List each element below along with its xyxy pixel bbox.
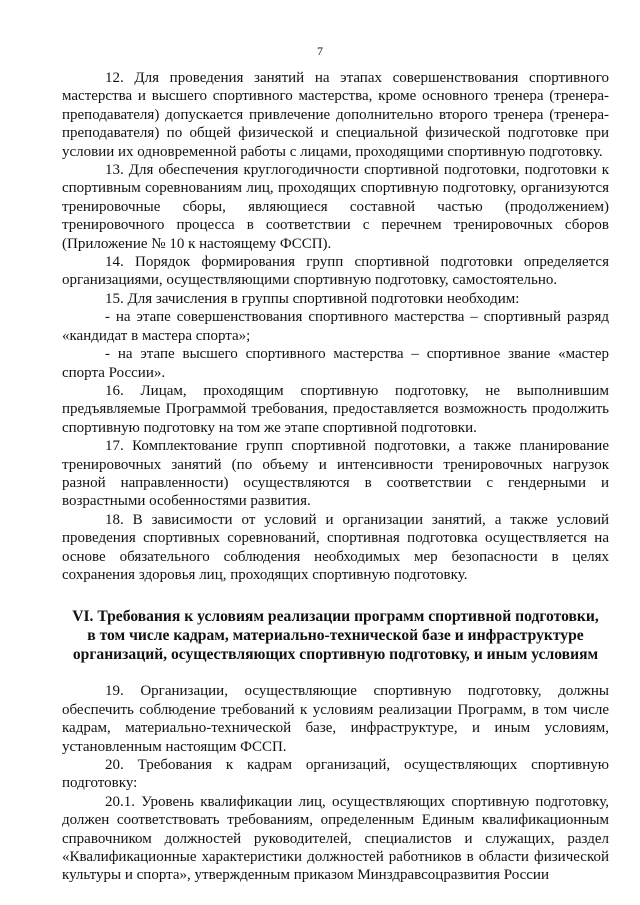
section-heading [62,607,609,664]
paragraph-13: 13. Для обеспечения круглогодичности спортивной подготовки, подготовки к спортивным соревнованиям лиц, проходящих спортивную подготовку, организуются тренировочные сборы, являющиеся составной частью (продолжением) тренировочного процесса в соответствии с перечнем тренировочных сборов (Приложение № 10 к настоящему ФССП). [62,162,609,252]
paragraph-16: 16. Лицам, проходящим спортивную подготовку, не выполнившим предъявляемые Программой требования, предоставляется возможность продолжить спортивную подготовку на том же этапе спортивной подготовки. [62,382,609,436]
paragraph-20-1: 20.1. Уровень квалификации лиц, осуществляющих спортивную подготовку, должен соответствовать требованиям, определенным Единым квалификационным справочником должностей руководителей, специалистов и служащих, раздел «Квалификационные характеристики должностей работников в области физической культуры и спорта», утвержденным приказом Минздравсоцразвития России [62,793,609,884]
paragraph-17: 17. Комплектование групп спортивной подготовки, а также планирование тренировочных занятий (по объему и интенсивности тренировочных нагрузок разной направленности) осуществляются в соответствии с гендерными и возрастными особенностями развития. [62,438,609,510]
page-number: 7 [317,44,323,58]
paragraph-19: 19. Организации, осуществляющие спортивную подготовку, должны обеспечить соблюдение требований к условиям реализации Программ, в том числе кадрам, материально-технической базе, инфраструктуре, и иным условиям, установленным настоящим ФССП. [62,683,609,755]
list-item-cms: - на этапе совершенствования спортивного мастерства – спортивный разряд «кандидат в мастера спорта»; [62,309,609,344]
page-content [62,69,609,885]
paragraph-14: 14. Порядок формирования групп спортивной подготовки определяется организациями, осуществляющими спортивную подготовку, самостоятельно. [62,254,609,289]
paragraph-12: 12. Для проведения занятий на этапах совершенствования спортивного мастерства и высшего спортивного мастерства, кроме основного тренера (тренера-преподавателя) допускается привлечение дополнительно второго тренера (тренера-преподавателя) по общей физической и специальной физической подготовке при условии их одновременной работы с лицами, проходящими спортивную подготовку. [62,70,609,160]
section-heading-line-3: организаций, осуществляющих спортивную подготовку, и иным условиям [72,646,599,664]
paragraph-18: 18. В зависимости от условий и организации занятий, а также условий проведения спортивных соревнований, спортивная подготовка осуществляется на основе обязательного соблюдения необходимых мер безопасности в целях сохранения здоровья лиц, проходящих спортивную подготовку. [62,511,609,583]
section-heading-line-1: VI. Требования к условиям реализации программ спортивной подготовки, [72,608,599,626]
paragraph-15: 15. Для зачисления в группы спортивной подготовки необходим: [105,290,520,307]
section-heading-line-2: в том числе кадрам, материально-технической базе и инфраструктуре [87,627,584,645]
paragraph-20: 20. Требования к кадрам организаций, осуществляющих спортивную подготовку: [62,757,609,792]
list-item-ms: - на этапе высшего спортивного мастерства – спортивное звание «мастер спорта России». [62,346,609,381]
